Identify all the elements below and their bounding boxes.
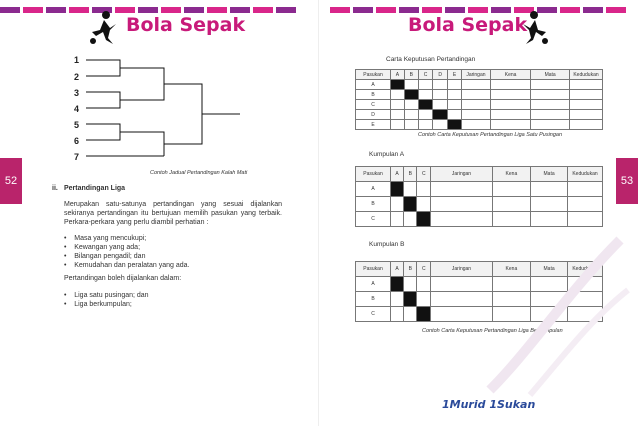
bullet-list-1 <box>64 234 189 270</box>
table-row: B <box>356 197 603 212</box>
page-number-right: 53 <box>616 158 638 204</box>
knockout-bracket <box>84 50 244 170</box>
bracket-number: 1 <box>74 55 80 65</box>
list-item: • Liga satu pusingan; dan <box>64 292 149 299</box>
watermark-swoosh <box>470 230 630 400</box>
bracket-number: 5 <box>74 120 80 130</box>
table-row: B <box>356 90 603 100</box>
list-item: • Kemudahan dan peralatan yang ada. <box>64 262 190 269</box>
group-a-table <box>355 166 603 227</box>
table-header-row: Pasukan A B C Jaringan Kena Mata Kedudukan <box>356 262 603 277</box>
group-a-title: Kumpulan A <box>369 151 405 158</box>
table-row: E <box>356 120 603 130</box>
table-row: A <box>356 277 603 292</box>
list-item: • Bilangan pengadil; dan <box>64 253 146 260</box>
bullet-list-2 <box>64 291 149 309</box>
page-number-left: 52 <box>0 158 22 204</box>
table-header-row: Pasukan A B C Jaringan Kena Mata Kedudukan <box>356 167 603 182</box>
table-row: D <box>356 110 603 120</box>
table-row: B <box>356 292 603 307</box>
section-paragraph: Merupakan satu-satunya pertandingan yang sesuai dijalankan sekiranya pertandingan itu bertujuan memilih pasukan yang terbaik. Perkara-perkara yang perlu diambil perhatian : <box>64 201 282 226</box>
section-paragraph-2: Pertandingan boleh dijalankan dalam: <box>64 275 182 282</box>
list-item: • Kewangan yang ada; <box>64 244 141 251</box>
table1-caption: Contoh Carta Keputusan Pertandingan Liga Satu Pusingan <box>418 132 563 138</box>
table-row: A <box>356 80 603 90</box>
bracket-number: 2 <box>74 72 80 82</box>
group-b-title: Kumpulan B <box>369 241 405 248</box>
left-page-title: Bola Sepak <box>126 14 246 36</box>
section-number: ii. <box>52 185 58 192</box>
table-row: C <box>356 212 603 227</box>
bracket-number: 3 <box>74 88 80 98</box>
page-fold <box>318 0 319 426</box>
table-row: C <box>356 100 603 110</box>
right-page-title: Bola Sepak <box>408 14 528 36</box>
bracket-caption: Contoh Jadual Pertandingan Kalah Mati <box>150 170 248 176</box>
table-row: A <box>356 182 603 197</box>
table1-title: Carta Keputusan Pertandingan <box>386 56 476 63</box>
section-title: Pertandingan Liga <box>64 185 126 192</box>
bracket-number: 4 <box>74 104 80 114</box>
list-item: • Masa yang mencukupi; <box>64 235 147 242</box>
bracket-number: 7 <box>74 152 80 162</box>
table-row: C <box>356 307 603 322</box>
top-color-band-right <box>330 0 638 6</box>
table-header-row: Pasukan A B C D E Jaringan Kena Mata Kedudukan <box>356 70 603 80</box>
list-item: • Liga berkumpulan; <box>64 301 132 308</box>
football-player-icon-left <box>88 10 118 46</box>
bracket-number: 6 <box>74 136 80 146</box>
1murid-1sukan-logo: 1Murid 1Sukan <box>442 398 536 411</box>
table2-caption: Contoh Carta Keputusan Pertandingan Liga Berkumpulan <box>422 328 563 334</box>
league-results-table <box>355 69 603 130</box>
top-color-band-left <box>0 0 300 6</box>
